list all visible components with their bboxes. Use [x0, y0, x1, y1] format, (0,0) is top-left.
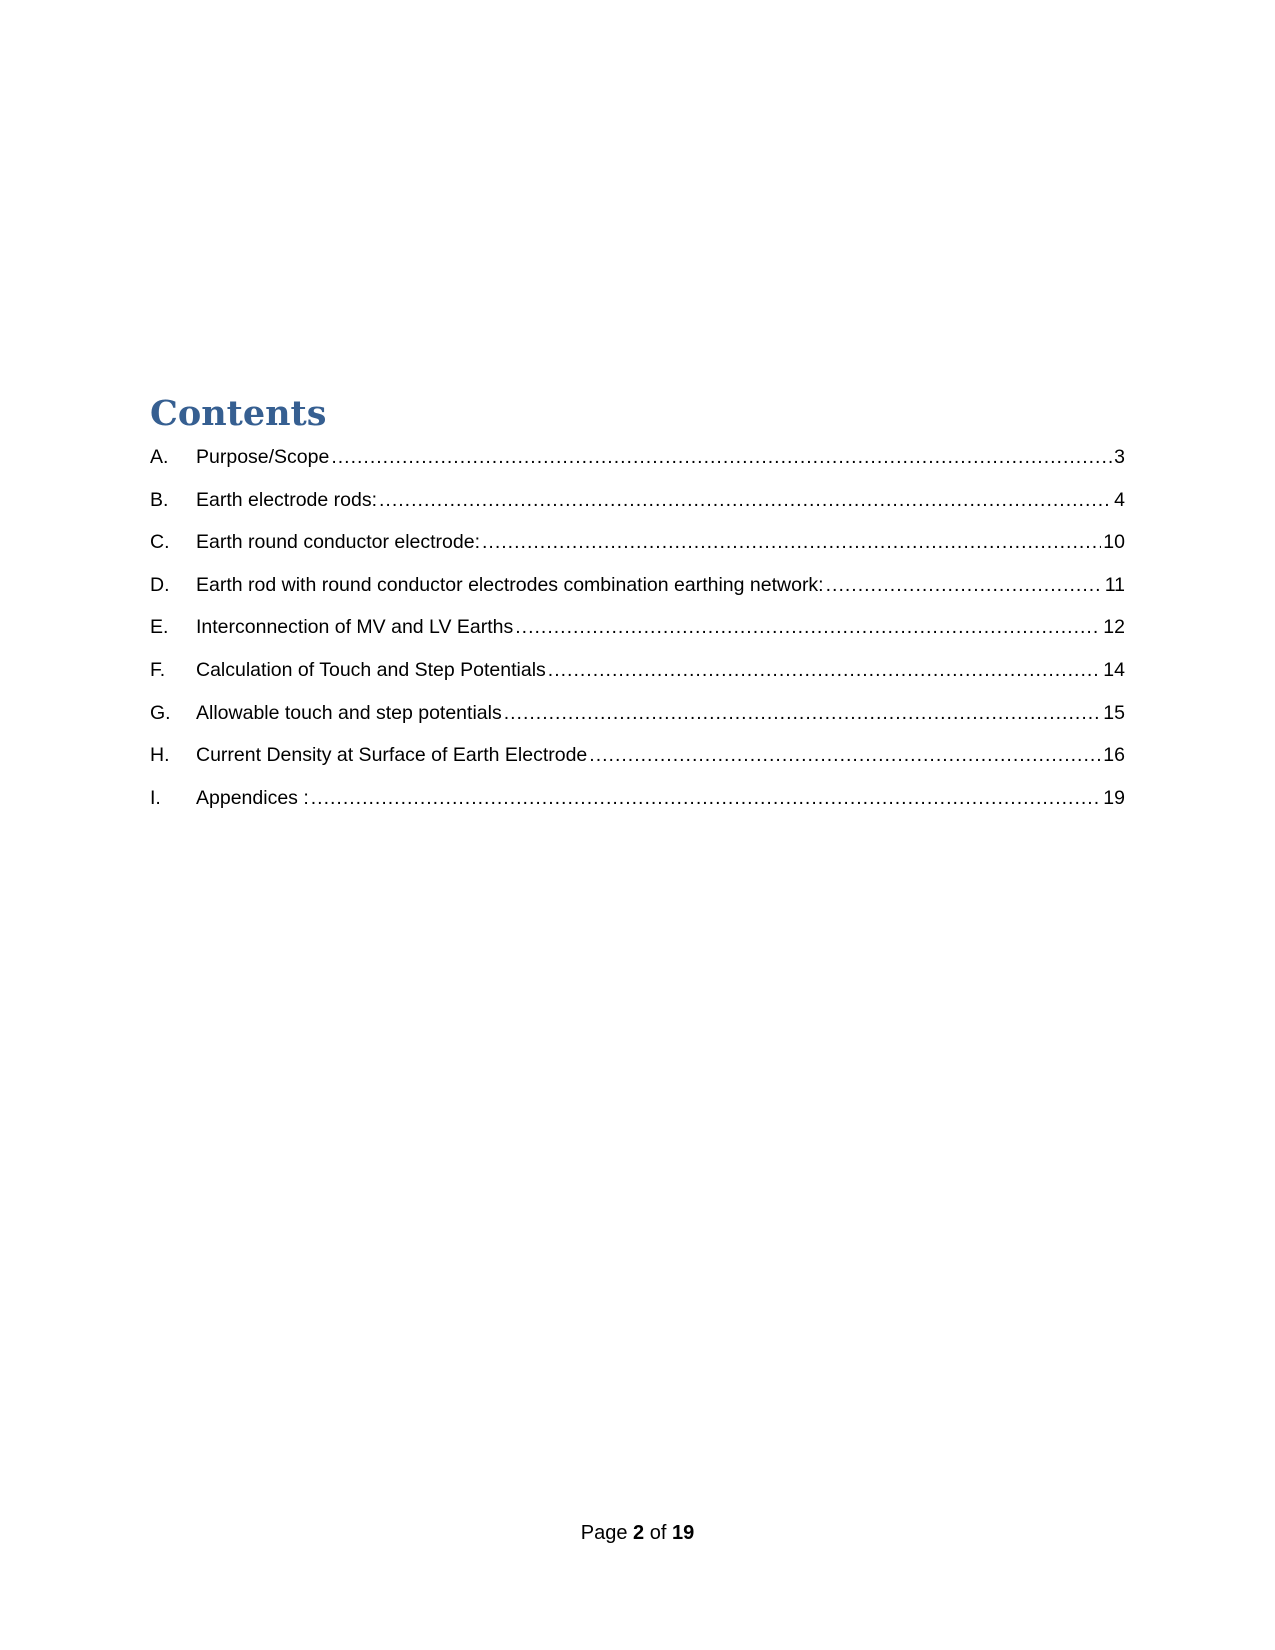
page-footer [0, 1520, 1275, 1546]
toc-entry-letter: A. [150, 446, 169, 468]
toc-entry-text: Current Density at Surface of Earth Electrode [196, 744, 588, 767]
toc-entry-appendices[interactable] [150, 785, 1125, 828]
toc-entry-page-number: 14 [1103, 658, 1125, 681]
toc-dot-leader [311, 785, 1102, 811]
toc-title: Contents [150, 393, 327, 434]
toc-entry-earth-electrode-rods[interactable] [150, 487, 1125, 530]
toc-entry-text: Allowable touch and step potentials [196, 701, 502, 724]
toc-entry-interconnection-mv-lv-earths[interactable] [150, 614, 1125, 657]
footer-of-word: of [649, 1522, 667, 1544]
toc-entry-allowable-touch-step-potentials[interactable] [150, 700, 1125, 743]
toc-entry-letter: H. [150, 744, 170, 767]
toc-entry-earth-round-conductor-electrode[interactable] [150, 529, 1125, 572]
toc-entry-text: Calculation of Touch and Step Potentials [196, 658, 546, 681]
toc-dot-leader [482, 529, 1101, 555]
footer-current-page: 2 [633, 1522, 645, 1544]
toc-entry-page-number: 12 [1103, 616, 1125, 639]
toc-entry-letter: C. [150, 531, 170, 554]
toc-entry-page-number: 10 [1103, 531, 1125, 554]
toc-entry-page-number: 15 [1103, 701, 1125, 724]
toc-list [150, 444, 1125, 827]
footer-page-word: Page [580, 1522, 628, 1544]
toc-dot-leader [548, 657, 1102, 683]
toc-entry-text: Earth round conductor electrode: [196, 531, 481, 554]
toc-entry-text: Purpose/Scope [196, 446, 330, 468]
toc-entry-page-number: 16 [1103, 744, 1125, 767]
toc-entry-page-number: 19 [1103, 786, 1125, 809]
toc-entry-letter: F. [150, 658, 166, 681]
toc-dot-leader [826, 572, 1103, 598]
toc-dot-leader [504, 700, 1102, 726]
toc-entry-text: Earth electrode rods: [196, 488, 378, 511]
toc-entry-text: Interconnection of MV and LV Earths [196, 616, 514, 639]
toc-entry-current-density[interactable] [150, 742, 1125, 785]
toc-dot-leader [515, 614, 1101, 640]
toc-entry-letter: E. [150, 616, 169, 639]
toc-entry-page-number: 11 [1104, 573, 1125, 596]
toc-entry-purpose-scope[interactable] [150, 444, 1125, 487]
toc-dot-leader [379, 487, 1112, 513]
toc-entry-page-number: 4 [1114, 488, 1125, 511]
toc-dot-leader [589, 742, 1101, 768]
toc-entry-letter: B. [150, 488, 169, 511]
toc-entry-combination-earthing-network[interactable] [150, 572, 1125, 615]
toc-entry-letter: G. [150, 701, 171, 724]
toc-dot-leader [331, 444, 1112, 470]
footer-total-pages: 19 [671, 1522, 695, 1544]
toc-entry-letter: I. [150, 786, 161, 809]
toc-entry-text: Appendices : [196, 786, 309, 809]
toc-entry-touch-step-potentials-calculation[interactable] [150, 657, 1125, 700]
toc-entry-page-number: 3 [1114, 446, 1125, 468]
toc-entry-text: Earth rod with round conductor electrodes combination earthing network: [196, 573, 824, 596]
toc-entry-letter: D. [150, 573, 170, 596]
